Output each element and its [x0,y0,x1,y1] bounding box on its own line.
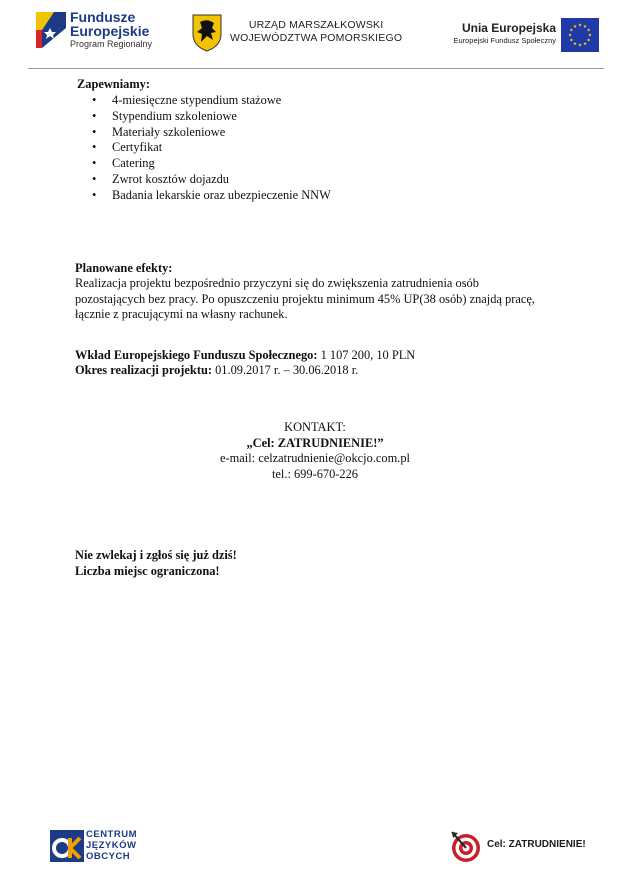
benefits-list [80,93,331,204]
um-line1: URZĄD MARSZAŁKOWSKI [248,19,384,31]
list-item: • 4-miesięczne stypendium stażowe [80,93,331,109]
cjo-line1: CENTRUM [86,829,137,840]
funding-value: 1 107 200, 10 PLN [320,348,416,362]
header-divider [28,68,604,69]
centrum-jezykow-obcych-logo-icon [48,826,86,866]
list-item: • Materiały szkoleniowe [80,125,331,141]
period-value: 01.09.2017 r. – 30.06.2018 r. [215,363,359,377]
effects-line: Realizacja projektu bezpośrednio przyczyni się do zwiększenia zatrudnienia osób [75,276,479,290]
cta-line2: Liczba miejsc ograniczona! [75,564,220,578]
um-line2: WOJEWÓDZTWA POMORSKIEGO [230,32,403,44]
ue-line2: Europejski Fundusz Społeczny [453,36,556,45]
cel-zatrudnienie-text: Cel: ZATRUDNIENIE! [487,839,586,850]
contact-project: „Cel: ZATRUDNIENIE!” [246,435,384,450]
unia-europejska-text [437,21,556,46]
contact-email[interactable]: e-mail: celzatrudnienie@okcjo.com.pl [220,451,410,466]
cjo-line2: JĘZYKÓW [86,840,137,851]
list-item: • Stypendium szkoleniowe [80,109,331,125]
contact-block [185,420,445,482]
fundusze-europejskie-logo-icon [34,10,68,50]
target-dart-icon [448,828,484,864]
contact-phone[interactable]: tel.: 699-670-226 [271,466,359,481]
effects-line: pozostających bez pracy. Po opuszczeniu projektu minimum 45% UP(38 osób) znajdą pracę, [75,291,535,306]
list-item: • Badania lekarskie oraz ubezpieczenie NNW [80,188,331,204]
contact-heading: KONTAKT: [284,420,346,434]
list-item: • Certyfikat [80,140,331,156]
eu-flag-icon [561,18,599,52]
fe-line1: Fundusze [70,9,136,25]
call-to-action [75,547,237,579]
period-line [75,363,358,379]
fundusze-europejskie-text [70,10,152,50]
ue-line1: Unia Europejska [461,21,556,35]
pomorskie-coat-of-arms-icon [192,14,222,52]
header [0,0,630,70]
cjo-text [86,829,137,862]
effects-paragraph [75,276,565,323]
list-item: • Zwrot kosztów dojazdu [80,172,331,188]
cjo-line3: OBCYCH [86,851,131,862]
fe-line3: Program Regionalny [70,39,153,49]
fe-line2: Europejskie [70,23,150,39]
list-item: • Catering [80,156,331,172]
benefits-heading: Zapewniamy: [77,77,150,91]
cta-line1: Nie zwlekaj i zgłoś się już dziś! [75,548,237,562]
effects-heading: Planowane efekty: [75,261,173,275]
funding-line [75,348,415,364]
period-label: Okres realizacji projektu: [75,363,212,377]
effects-line: łącznie z pracującymi na własny rachunek. [75,307,288,322]
funding-label: Wkład Europejskiego Funduszu Społecznego: [75,348,318,362]
urzad-marszalkowski-text [230,19,402,45]
